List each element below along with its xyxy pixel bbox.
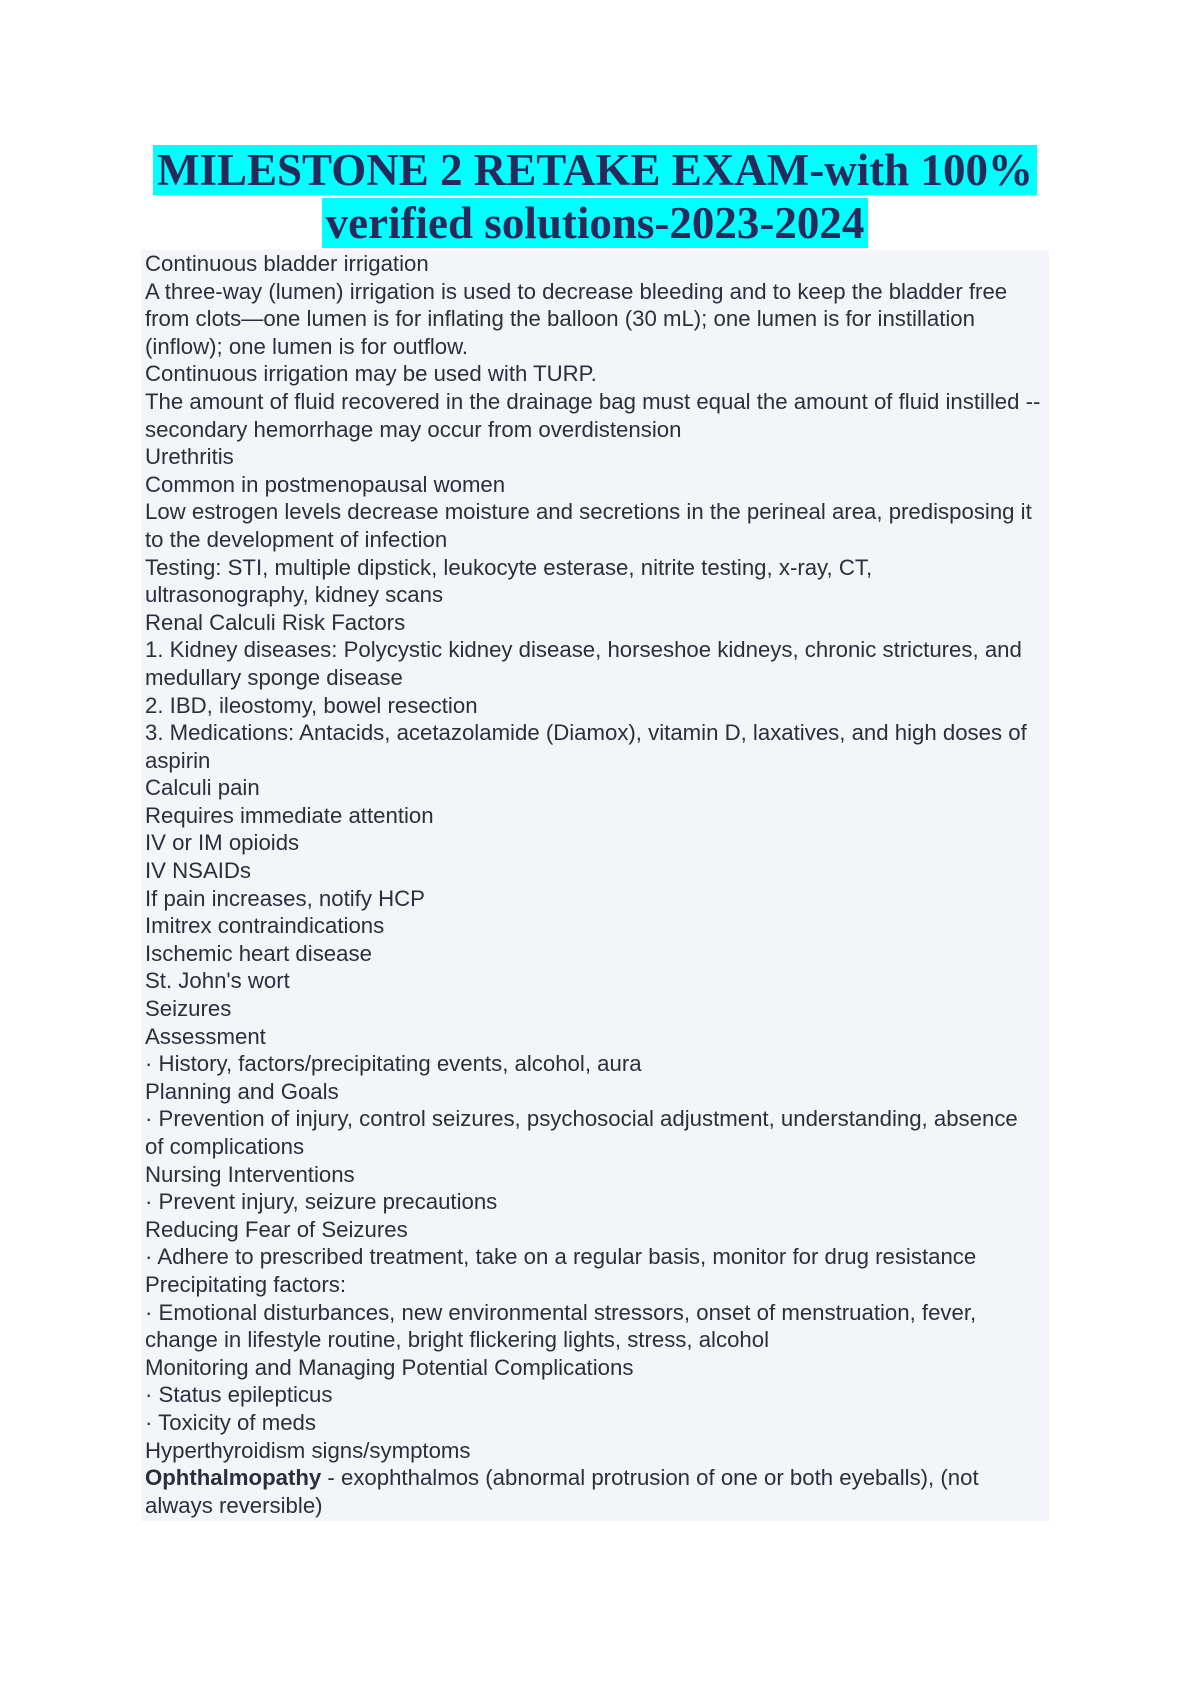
body-line: Urethritis bbox=[145, 444, 234, 470]
body-line: · Status epilepticus bbox=[145, 1382, 333, 1408]
body-line: Hyperthyroidism signs/symptoms bbox=[145, 1437, 471, 1463]
body-line: 2. IBD, ileostomy, bowel resection bbox=[145, 692, 478, 718]
body-line: St. John's wort bbox=[145, 968, 290, 994]
body-line: Precipitating factors: bbox=[145, 1271, 347, 1297]
body-line: Low estrogen levels decrease moisture and secretions in the perineal area, predisposing it to the development of infection bbox=[145, 499, 1032, 552]
body-line-ophthalmopathy bbox=[145, 1464, 1049, 1519]
body-line: Continuous irrigation may be used with TURP. bbox=[145, 361, 597, 387]
body-line: 1. Kidney diseases: Polycystic kidney disease, horseshoe kidneys, chronic strictures, and medullary sponge disease bbox=[145, 637, 1022, 690]
body-line: Requires immediate attention bbox=[145, 802, 434, 828]
body-line: Common in postmenopausal women bbox=[145, 471, 506, 497]
body-line: The amount of fluid recovered in the drainage bag must equal the amount of fluid instilled -- secondary hemorrhage may occur from overdistension bbox=[145, 388, 1041, 442]
body-line: IV NSAIDs bbox=[145, 858, 252, 884]
body-line: Monitoring and Managing Potential Complications bbox=[145, 1354, 634, 1380]
body-line: · Emotional disturbances, new environmental stressors, onset of menstruation, fever, change in lifestyle routine, bright flickering lights, stress, alcohol bbox=[145, 1299, 977, 1353]
body-line: Reducing Fear of Seizures bbox=[145, 1216, 408, 1242]
body-line: Calculi pain bbox=[145, 775, 260, 801]
term-definition: - exophthalmos (abnormal protrusion of one or both eyeballs), (not always reversible) bbox=[145, 1465, 979, 1518]
body-line: 3. Medications: Antacids, acetazolamide (Diamox), vitamin D, laxatives, and high doses of aspirin bbox=[145, 720, 1027, 773]
body-line: Seizures bbox=[145, 996, 232, 1022]
body-line: Assessment bbox=[145, 1023, 266, 1049]
body-line: Testing: STI, multiple dipstick, leukocyte esterase, nitrite testing, x-ray, CT, ultrasonography, kidney scans bbox=[145, 554, 873, 608]
body-line: · Prevent injury, seizure precautions bbox=[145, 1189, 498, 1215]
body-line: Renal Calculi Risk Factors bbox=[145, 609, 406, 635]
body-line: Imitrex contraindications bbox=[145, 913, 385, 939]
body-line: If pain increases, notify HCP bbox=[145, 885, 425, 911]
body-line: A three-way (lumen) irrigation is used to decrease bleeding and to keep the bladder free from clots—one lumen is for inflating the balloon (30 mL); one lumen is for instillation (inflow); one lumen is for outflow. bbox=[145, 278, 1008, 359]
body-line: Nursing Interventions bbox=[145, 1161, 355, 1187]
title-line-2: verified solutions-2023-2024 bbox=[322, 198, 869, 248]
body-line: · Toxicity of meds bbox=[145, 1409, 316, 1435]
body-line: Ischemic heart disease bbox=[145, 940, 372, 966]
body-line: IV or IM opioids bbox=[145, 830, 300, 856]
document-title bbox=[141, 144, 1049, 250]
document-body bbox=[141, 250, 1049, 1521]
bold-term: Ophthalmopathy bbox=[145, 1465, 322, 1491]
body-line: Planning and Goals bbox=[145, 1078, 339, 1104]
body-line: · Adhere to prescribed treatment, take on a regular basis, monitor for drug resistance bbox=[145, 1244, 977, 1270]
body-line: Continuous bladder irrigation bbox=[145, 251, 429, 276]
title-line-1: MILESTONE 2 RETAKE EXAM-with 100% bbox=[153, 145, 1037, 195]
body-line: · Prevention of injury, control seizures, psychosocial adjustment, understanding, absence of complications bbox=[145, 1106, 1018, 1159]
body-line: · History, factors/precipitating events, alcohol, aura bbox=[145, 1051, 642, 1077]
